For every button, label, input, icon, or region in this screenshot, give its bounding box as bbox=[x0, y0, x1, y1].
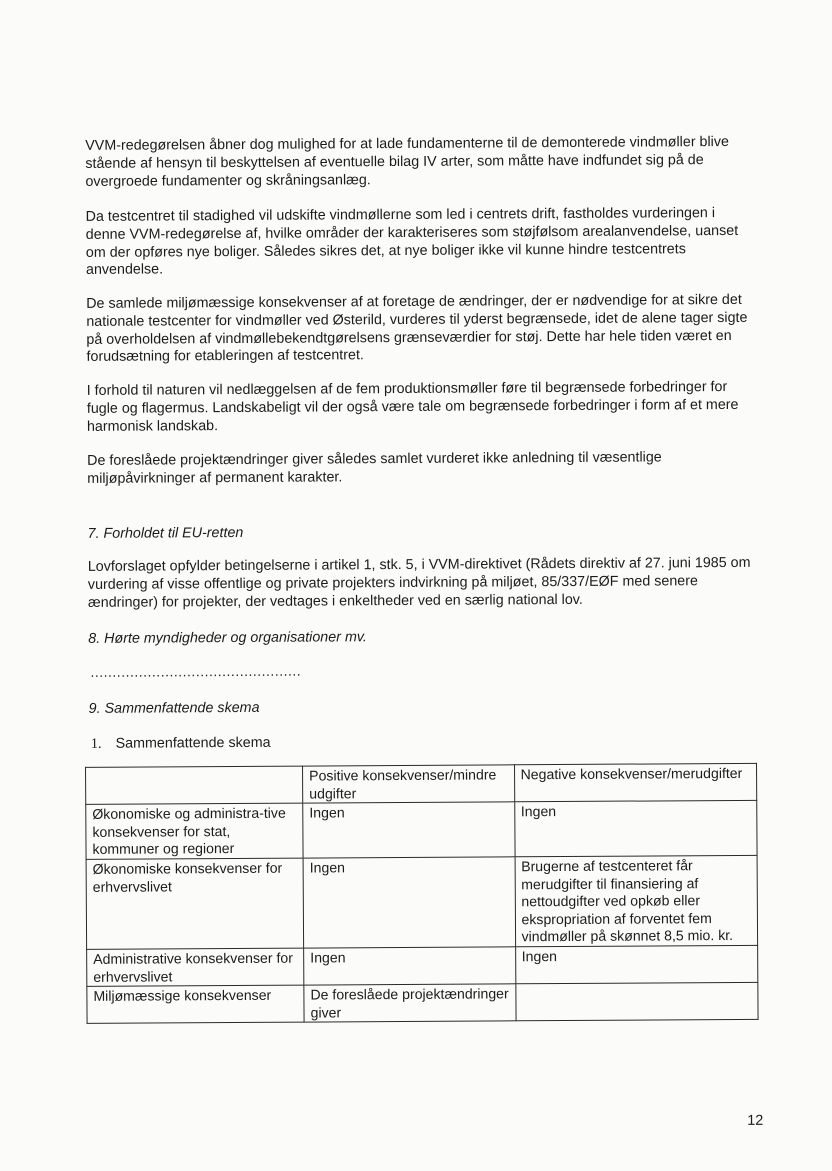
row-negative: Brugerne af testcenteret får merudgifter til finansiering af nettoudgifter ved opkøb eller ekspropriation af forventet fem vindmøller på skønnet 8,5 mio. kr. bbox=[515, 855, 758, 946]
row-positive: Ingen bbox=[303, 802, 515, 858]
paragraph-konklusion: De foreslåede projektændringer giver således samlet vurderet ikke anledning til væsentlige miljøpåvirkninger af permanent karakter. bbox=[87, 449, 662, 487]
page-number: 12 bbox=[747, 1112, 764, 1129]
paragraph-miljoekonsekvenser: De samlede miljømæssige konsekvenser af at foretage de ændringer, der er nødvendige for at sikre det nationale testcenter for vindmøller ved Østerild, vurderes til yderst begrænsede, idet de alene tager sigte på overholdelsen af vindmøllebekendtgørelsens grænseværdier for støj. Dette har hele tiden været en forudsætning for etableringen af testcentret. bbox=[86, 291, 748, 366]
summary-table bbox=[85, 763, 759, 1024]
row-positive: Ingen bbox=[304, 947, 516, 985]
list-item bbox=[91, 735, 271, 753]
row-label: Økonomiske konsekvenser for erhvervslivet bbox=[86, 858, 304, 949]
paragraph-stoejfoelsom: Da testcentret til stadighed vil udskifte vindmøllerne som led i centrets drift, fastholdes vurderingen i denne VVM-redegørelse af, hvilke områder der karakteriseres som støjfølsom arealanvendelse, uanset om der opføres nye boliger. Således sikres det, at nye boliger ikke vil kunne hindre testcentrets anvendelse. bbox=[85, 205, 739, 279]
section7-heading: 7. Forholdet til EU-retten bbox=[87, 524, 244, 542]
section9-heading: 9. Sammenfattende skema bbox=[88, 699, 260, 717]
table-row bbox=[87, 945, 758, 986]
section8-heading: 8. Hørte myndigheder og organisationer mv. bbox=[88, 629, 367, 647]
row-negative: Ingen bbox=[514, 801, 757, 857]
section7-text: Lovforslaget opfylder betingelserne i artikel 1, stk. 5, i VVM-direktivet (Rådets direktiv af 27. juni 1985 om vurdering af visse offentlige og private projekters indvirkning på miljøet, 85/337/EØF med senere ændringer) for projekter, der vedtages i enkeltheder ved en særlig national lov. bbox=[87, 554, 751, 611]
header-cell-empty bbox=[86, 766, 303, 805]
list-label: Sammenfattende skema bbox=[115, 734, 271, 752]
section8-dots: ................................................ bbox=[90, 662, 302, 680]
row-negative: Ingen bbox=[515, 945, 758, 984]
list-number: 1. bbox=[90, 735, 102, 752]
row-label: Miljømæssige konsekvenser bbox=[87, 985, 304, 1024]
row-negative bbox=[515, 982, 758, 1021]
row-positive: Ingen bbox=[303, 857, 515, 948]
table-row bbox=[86, 801, 757, 860]
paragraph-natur: I forhold til naturen vil nedlæggelsen af de fem produktionsmøller føre til begrænsede forbedringer for fugle og flagermus. Landskabeligt vil der også være tale om begrænsede forbedringer i form af et mere harmonisk landskab. bbox=[86, 378, 739, 435]
row-label: Økonomiske og administra-tive konsekvenser for stat, kommuner og regioner bbox=[86, 803, 303, 859]
row-label: Administrative konsekvenser for erhvervslivet bbox=[87, 948, 304, 987]
table-header-row bbox=[86, 763, 757, 804]
table-row bbox=[86, 855, 758, 949]
table-row bbox=[87, 982, 758, 1023]
row-positive: De foreslåede projektændringer giver bbox=[304, 984, 516, 1022]
header-cell-positive: Positive konsekvenser/mindre udgifter bbox=[303, 765, 515, 803]
paragraph-fundamenter: VVM-redegørelsen åbner dog mulighed for at lade fundamenterne til de demonterede vindmøller blive stående af hensyn til beskyttelsen af eventuelle bilag IV arter, som måtte have indfundet sig på de overgroede fundamenter og skråningsanlæg. bbox=[85, 133, 729, 190]
header-cell-negative: Negative konsekvenser/merudgifter bbox=[514, 763, 757, 802]
